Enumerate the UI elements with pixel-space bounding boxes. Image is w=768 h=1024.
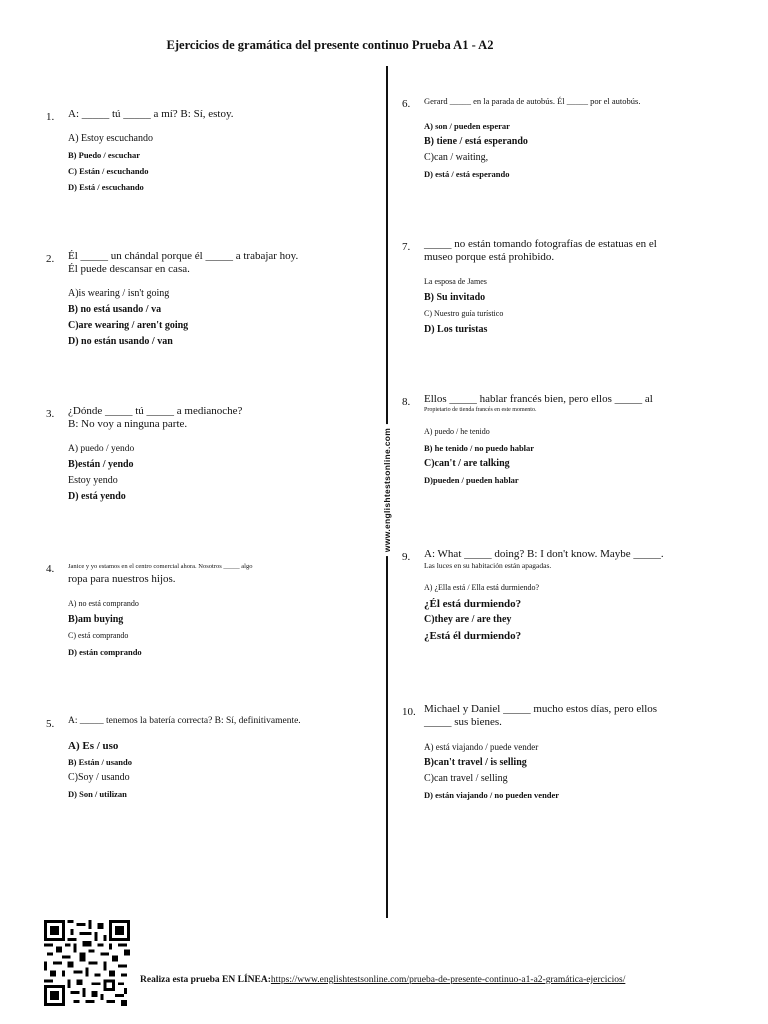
option-c[interactable]: C)can travel / selling	[424, 773, 508, 784]
page-title: Ejercicios de gramática del presente continuo Prueba A1 - A2	[166, 38, 494, 52]
stem-line-2: Las luces en su habitación están apagadas.	[424, 561, 552, 570]
option-d[interactable]: D) está / está esperando	[424, 169, 510, 179]
option-d[interactable]: D) no están usando / van	[68, 336, 173, 347]
question-3	[46, 405, 368, 505]
stem-line-1: Ellos _____ hablar francés bien, pero ellos _____ al	[424, 393, 653, 405]
option-c[interactable]: C)can't / are talking	[424, 458, 510, 469]
option-b[interactable]: B)están / yendo	[68, 459, 134, 470]
question-7	[402, 238, 724, 338]
question-9	[402, 548, 724, 644]
option-b[interactable]: B) Están / usando	[68, 757, 133, 767]
question-number: 9.	[402, 551, 411, 563]
option-a[interactable]: A) ¿Ella está / Ella está durmiendo?	[424, 583, 540, 592]
test-online-link[interactable]: https://www.englishtestsonline.com/prueba-de-presente-continuo-a1-a2-gramática-ejercicios/	[270, 975, 626, 985]
question-number: 2.	[46, 253, 55, 265]
question-stem	[424, 548, 724, 570]
option-c[interactable]: C)are wearing / aren't going	[68, 320, 189, 331]
stem-line-1: A: What _____ doing? B: I don't know. Maybe _____.	[424, 548, 664, 560]
site-vertical-label: www.englishtestsonline.com	[382, 424, 392, 556]
question-stem	[424, 703, 724, 729]
option-d[interactable]: D)pueden / pueden hablar	[424, 475, 519, 485]
question-stem: Gerard _____ en la parada de autobús. Él _____ por el autobús.	[424, 96, 641, 106]
question-stem	[68, 560, 368, 586]
option-a[interactable]: A)is wearing / isn't going	[68, 288, 170, 299]
option-d[interactable]: D) Está / escuchando	[68, 182, 144, 192]
stem-line-1: Michael y Daniel _____ mucho estos días, pero ellos	[424, 703, 658, 715]
question-number: 7.	[402, 241, 411, 253]
question-1	[46, 108, 368, 195]
question-6	[402, 95, 724, 182]
option-c[interactable]: C)Soy / usando	[68, 772, 130, 783]
option-b[interactable]: B) tiene / está esperando	[424, 136, 528, 147]
option-a[interactable]: A) Es / uso	[68, 740, 119, 752]
question-number: 3.	[46, 408, 55, 420]
option-d[interactable]: D) están viajando / no pueden vender	[424, 790, 560, 800]
question-stem	[424, 238, 724, 264]
option-a[interactable]: A) está viajando / puede vender	[424, 742, 539, 752]
question-stem	[68, 405, 368, 431]
option-a[interactable]: La esposa de James	[424, 277, 487, 286]
question-5	[46, 715, 368, 802]
stem-line-1: Él _____ un chándal porque él _____ a trabajar hoy.	[68, 250, 299, 262]
option-a[interactable]: A) puedo / he tenido	[424, 427, 490, 436]
footer-lead: Realiza esta prueba EN LÍNEA:	[140, 975, 271, 985]
question-stem: A: _____ tenemos la batería correcta? B: Sí, definitivamente.	[68, 716, 301, 726]
question-10	[402, 703, 724, 803]
question-number: 5.	[46, 718, 55, 730]
option-d[interactable]: ¿Está él durmiendo?	[424, 630, 522, 642]
option-b[interactable]: B) he tenido / no puedo hablar	[424, 443, 535, 453]
option-c[interactable]: Estoy yendo	[68, 475, 118, 486]
option-d[interactable]: D) Los turistas	[424, 324, 488, 335]
option-b[interactable]: B) no está usando / va	[68, 304, 162, 315]
option-a[interactable]: A) puedo / yendo	[68, 444, 135, 454]
option-c[interactable]: C) Están / escuchando	[68, 166, 149, 176]
option-b[interactable]: B) Puedo / escuchar	[68, 150, 141, 160]
stem-line-1: ¿Dónde _____ tú _____ a medianoche?	[68, 405, 243, 417]
option-d[interactable]: D) Son / utilizan	[68, 789, 127, 799]
question-4	[46, 560, 368, 660]
option-d[interactable]: D) está yendo	[68, 491, 126, 502]
question-number: 10.	[402, 706, 416, 718]
question-stem	[68, 250, 368, 276]
stem-line-2: museo porque está prohibido.	[424, 251, 555, 263]
stem-line-2: Él puede descansar en casa.	[68, 263, 190, 275]
question-number: 6.	[402, 98, 411, 110]
option-b[interactable]: B)can't travel / is selling	[424, 757, 527, 768]
question-number: 4.	[46, 563, 55, 575]
question-stem	[424, 393, 724, 414]
stem-line-2: _____ sus bienes.	[424, 716, 502, 728]
stem-line-2: B: No voy a ninguna parte.	[68, 418, 188, 430]
question-number: 8.	[402, 396, 411, 408]
question-8	[402, 393, 724, 488]
stem-line-1: _____ no están tomando fotografías de estatuas en el	[424, 238, 657, 250]
question-2	[46, 250, 368, 350]
option-c[interactable]: C) está comprando	[68, 631, 129, 640]
question-stem: A: _____ tú _____ a mí? B: Sí, estoy.	[68, 108, 234, 120]
option-a[interactable]: A) no está comprando	[68, 599, 139, 608]
option-b[interactable]: B)am buying	[68, 614, 124, 625]
option-b[interactable]: ¿Él está durmiendo?	[424, 598, 522, 610]
stem-line-1: Janice y yo estamos en el centro comercial ahora. Nosotros _____ algo	[68, 563, 253, 570]
option-a[interactable]: A) son / pueden esperar	[424, 121, 510, 131]
option-b[interactable]: B) Su invitado	[424, 292, 486, 303]
option-c[interactable]: C)can / waiting,	[424, 152, 489, 163]
stem-line-2: Propietario de tienda francés en este momento.	[424, 407, 537, 413]
option-c[interactable]: C)they are / are they	[424, 614, 512, 625]
qr-code-icon[interactable]	[44, 920, 130, 1006]
option-d[interactable]: D) están comprando	[68, 647, 142, 657]
question-number: 1.	[46, 111, 55, 123]
footer-note	[140, 975, 685, 986]
option-a[interactable]: A) Estoy escuchando	[68, 133, 153, 144]
option-c[interactable]: C) Nuestro guía turístico	[424, 309, 504, 318]
stem-line-2: ropa para nuestros hijos.	[68, 573, 176, 585]
